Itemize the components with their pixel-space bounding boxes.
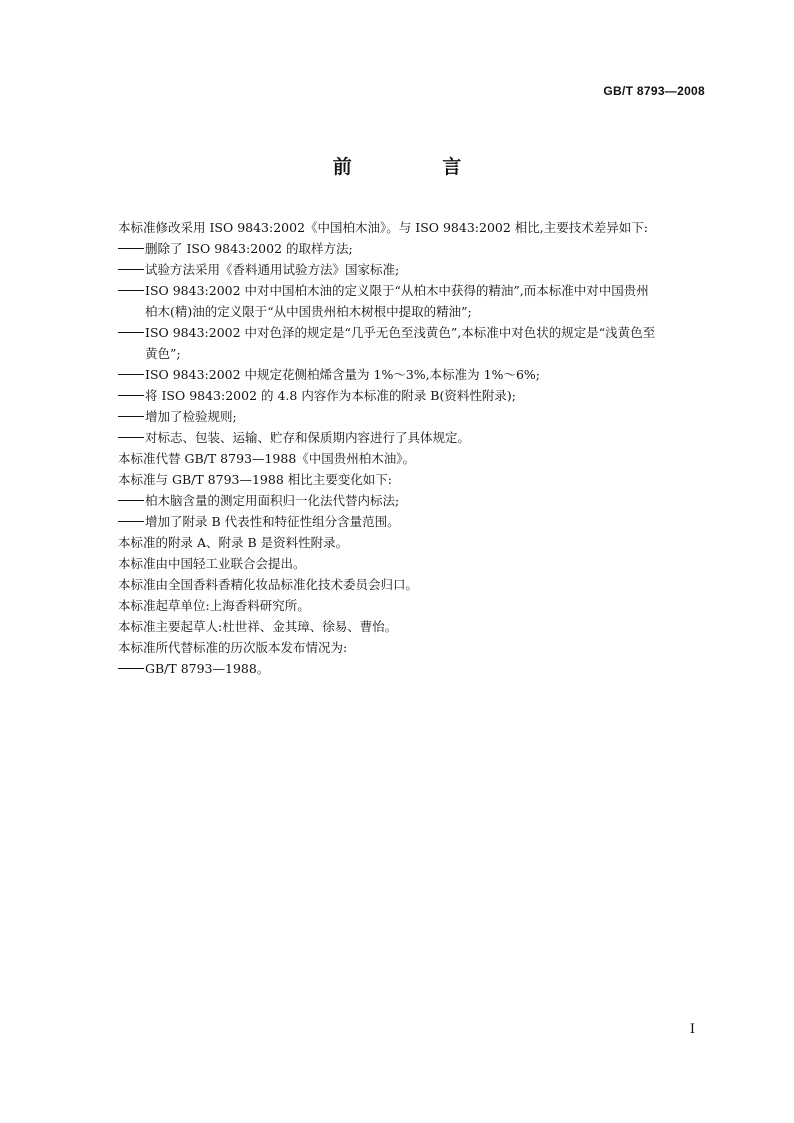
- paragraph: 本标准由中国轻工业联合会提出。: [118, 556, 306, 571]
- page-number: I: [689, 1022, 695, 1037]
- dash-item-text: 增加了检验规则;: [145, 409, 237, 424]
- em-dash-marker: [118, 437, 144, 439]
- paragraph: 本标准与 GB/T 8793—1988 相比主要变化如下:: [118, 472, 392, 487]
- dash-item-text: 增加了附录 B 代表性和特征性组分含量范围。: [145, 514, 400, 529]
- dash-item-text: 对标志、包装、运输、贮存和保质期内容进行了具体规定。: [145, 430, 471, 445]
- dash-list-item: [118, 490, 708, 511]
- dash-item-text: ISO 9843:2002 中对色泽的规定是“几乎无色至浅黄色”,本标准中对色状的规定是“浅黄色至: [145, 325, 656, 340]
- em-dash-marker: [118, 269, 144, 271]
- dash-item-text: ISO 9843:2002 中对中国柏木油的定义限于“从柏木中获得的精油”,而本标准中对中国贵州: [145, 283, 649, 298]
- page-title: 前 言: [332, 156, 504, 178]
- em-dash-marker: [118, 374, 144, 376]
- em-dash-marker: [118, 500, 144, 502]
- dash-list-item: [118, 322, 708, 343]
- foreword-body: [118, 217, 708, 679]
- dash-list-item: [118, 280, 708, 301]
- em-dash-marker: [118, 521, 144, 523]
- dash-list-item: [118, 427, 708, 448]
- dash-item-continuation: 黄色”;: [145, 346, 181, 361]
- dash-list-item: [118, 364, 708, 385]
- standard-code: GB/T 8793—2008: [603, 84, 705, 98]
- em-dash-marker: [118, 668, 144, 670]
- paragraph: 本标准起草单位:上海香料研究所。: [118, 598, 310, 613]
- em-dash-marker: [118, 290, 144, 292]
- dash-item-continuation: 柏木(精)油的定义限于“从中国贵州柏木树根中提取的精油”;: [145, 304, 472, 319]
- paragraph: 本标准的附录 A、附录 B 是资料性附录。: [118, 535, 349, 550]
- paragraph: 本标准由全国香料香精化妆品标准化技术委员会归口。: [118, 577, 419, 592]
- dash-item-text: 删除了 ISO 9843:2002 的取样方法;: [145, 241, 353, 256]
- dash-item-text: ISO 9843:2002 中规定花侧柏烯含量为 1%～3%,本标准为 1%～6%;: [145, 367, 540, 382]
- dash-list-item: [118, 511, 708, 532]
- dash-list-item: [118, 406, 708, 427]
- dash-item-text: 将 ISO 9843:2002 的 4.8 内容作为本标准的附录 B(资料性附录);: [145, 388, 516, 403]
- dash-list-item: [118, 259, 708, 280]
- em-dash-marker: [118, 248, 144, 250]
- paragraph: 本标准修改采用 ISO 9843:2002《中国柏木油》。与 ISO 9843:2002 相比,主要技术差异如下:: [118, 220, 648, 235]
- dash-item-text: 柏木脑含量的测定用面积归一化法代替内标法;: [145, 493, 400, 508]
- em-dash-marker: [118, 332, 144, 334]
- dash-item-text: 试验方法采用《香料通用试验方法》国家标准;: [145, 262, 400, 277]
- dash-item-text: GB/T 8793—1988。: [145, 661, 270, 676]
- em-dash-marker: [118, 395, 144, 397]
- dash-list-item: [118, 658, 708, 679]
- em-dash-marker: [118, 416, 144, 418]
- dash-list-item: [118, 238, 708, 259]
- paragraph: 本标准代替 GB/T 8793—1988《中国贵州柏木油》。: [118, 451, 416, 466]
- paragraph: 本标准所代替标准的历次版本发布情况为:: [118, 640, 348, 655]
- dash-list-item: [118, 385, 708, 406]
- paragraph: 本标准主要起草人:杜世祥、金其璋、徐易、曹怡。: [118, 619, 398, 634]
